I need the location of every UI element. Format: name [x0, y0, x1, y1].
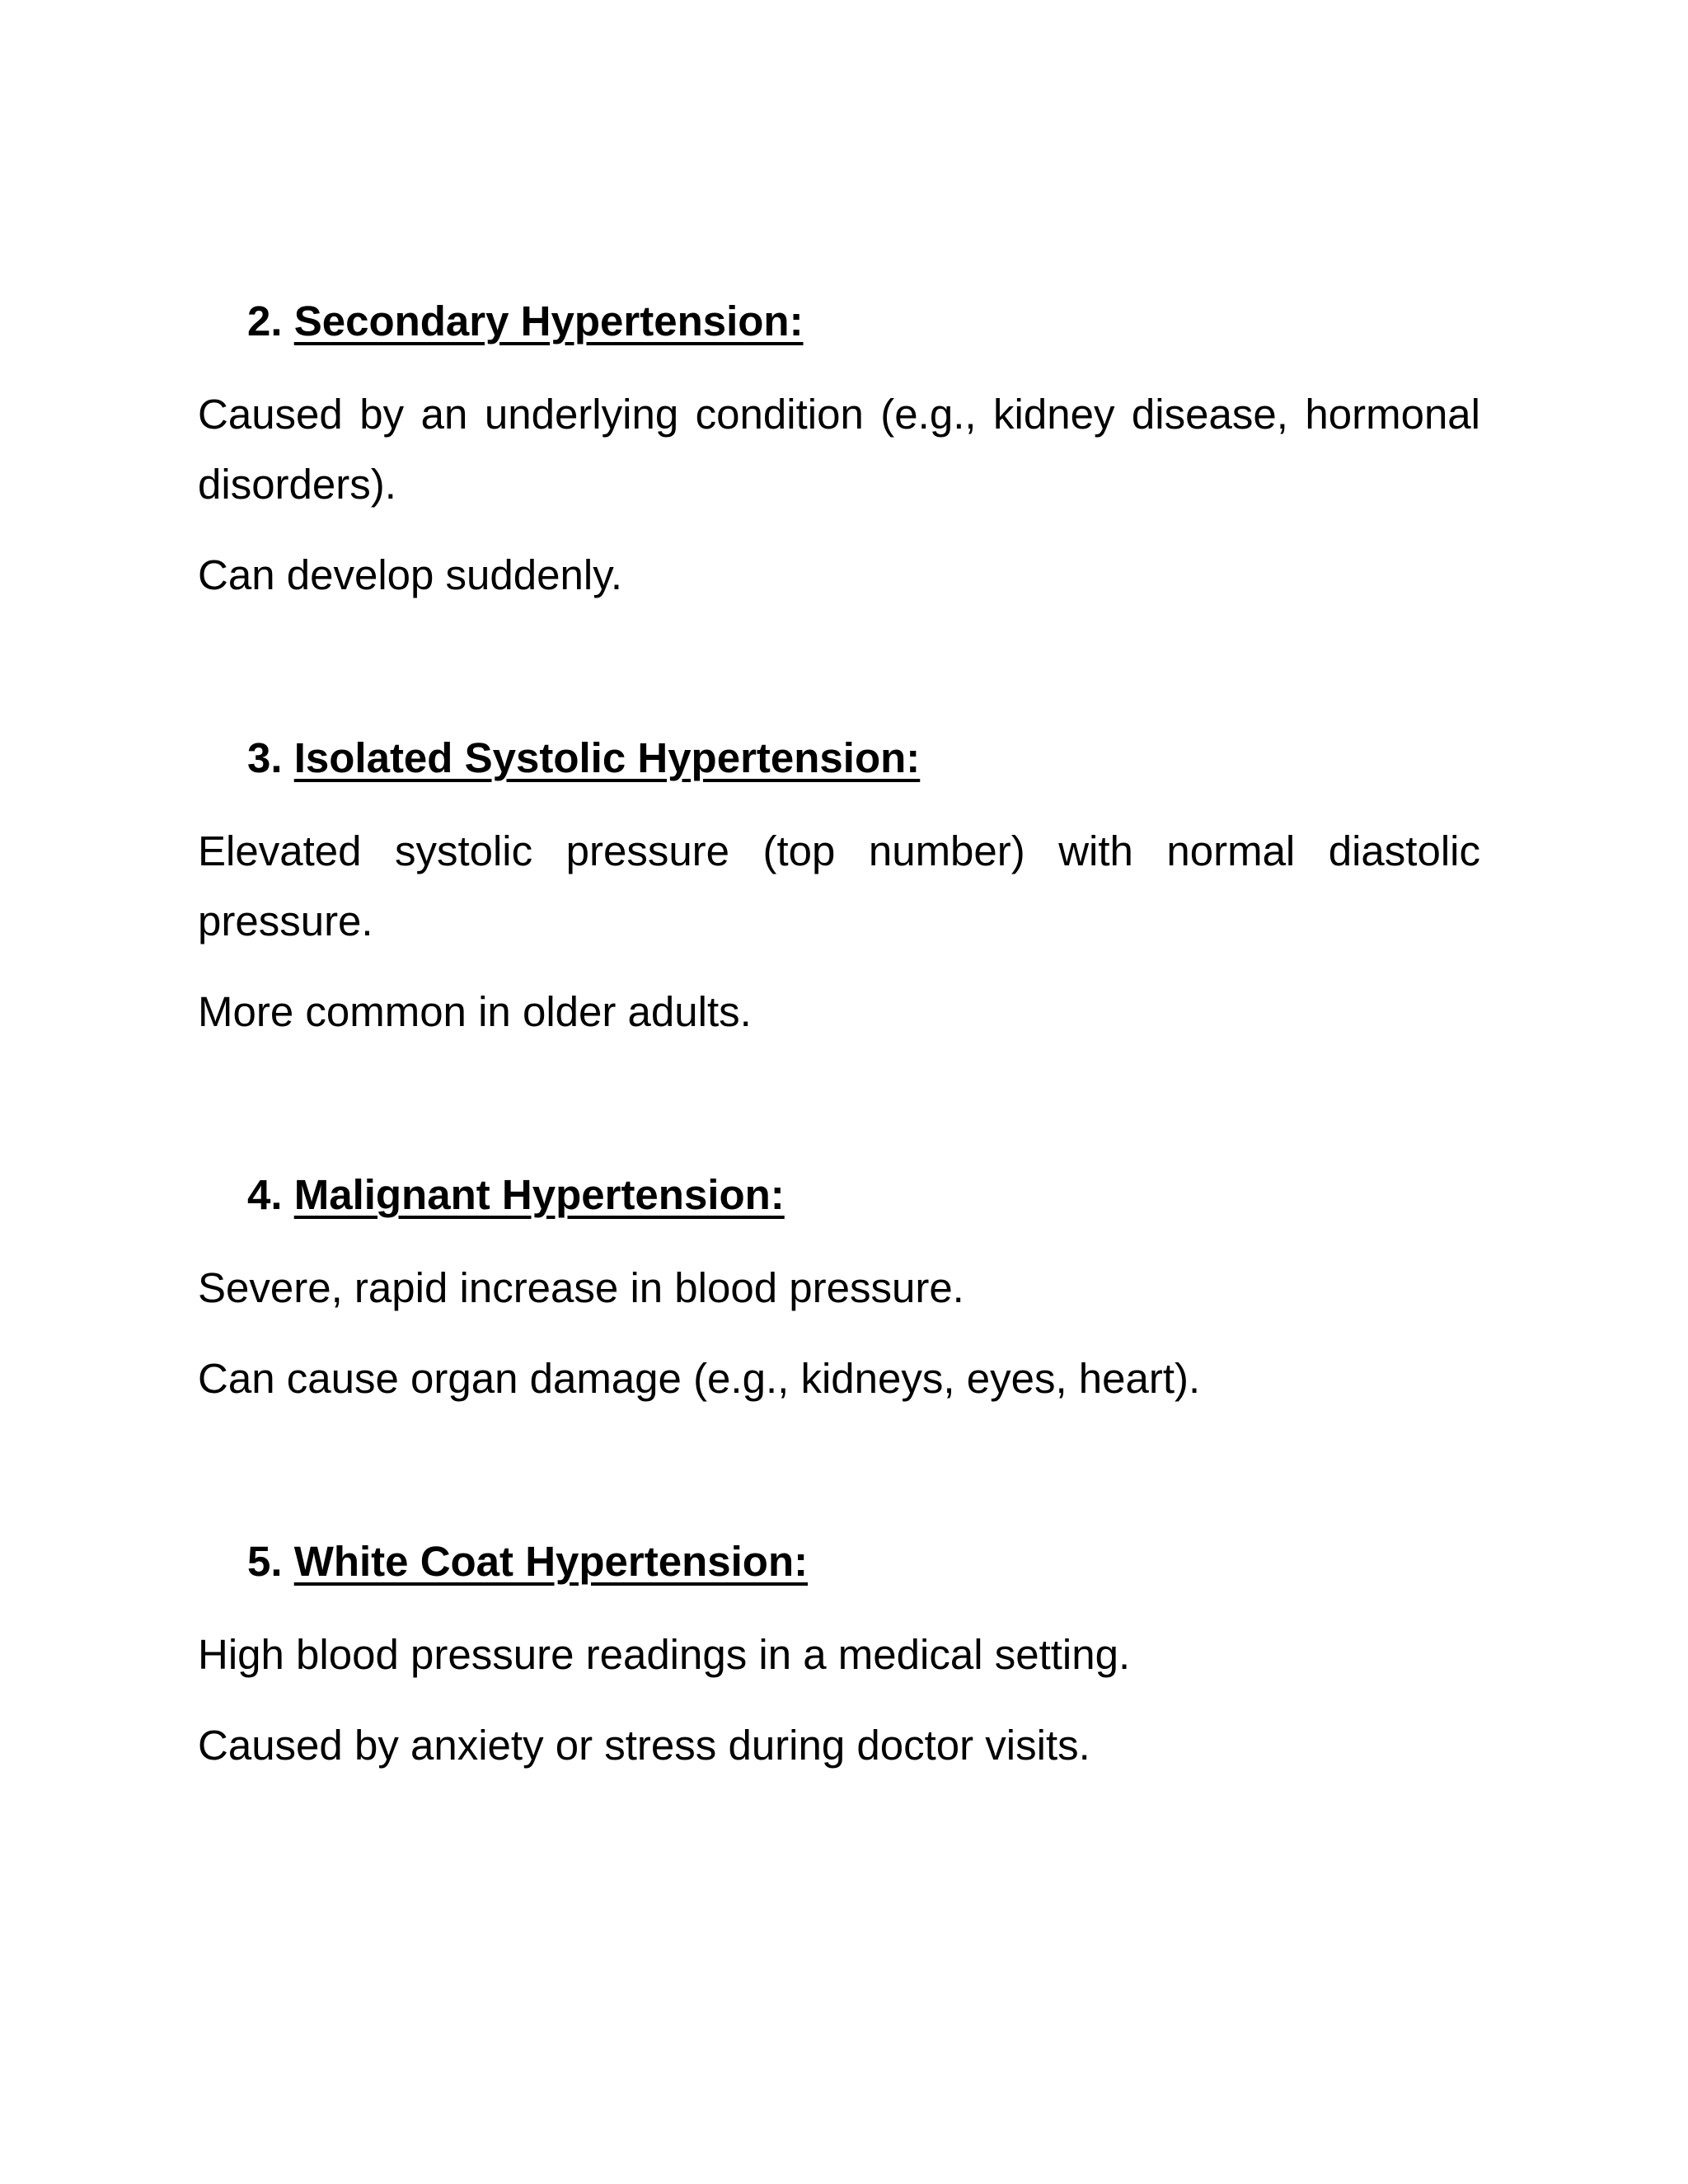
section-number: 3.: [247, 734, 283, 781]
body-text: Can cause organ damage (e.g., kidneys, eyes, heart).: [198, 1355, 1201, 1402]
body-text: Caused by anxiety or stress during doctor visits.: [198, 1722, 1090, 1769]
section-isolated-systolic-hypertension: [198, 733, 1480, 1047]
body-text: More common in older adults.: [198, 988, 752, 1035]
section-heading: [247, 1537, 1480, 1586]
section-title: Malignant Hypertension:: [293, 1171, 785, 1218]
body-text: Elevated systolic pressure (top number) with normal diastolic pressure.: [198, 827, 1480, 944]
section-secondary-hypertension: [198, 297, 1480, 610]
body-text: Can develop suddenly.: [198, 551, 623, 598]
section-title: Secondary Hypertension:: [293, 298, 804, 344]
section-number: 4.: [247, 1171, 283, 1218]
section-number: 2.: [247, 298, 283, 344]
section-heading: [247, 1170, 1480, 1220]
section-title: Isolated Systolic Hypertension:: [293, 734, 921, 781]
section-white-coat-hypertension: [198, 1537, 1480, 1780]
body-text: Caused by an underlying condition (e.g., kidney disease, hormonal disorders).: [198, 391, 1480, 508]
section-heading: [247, 733, 1480, 783]
body-text: High blood pressure readings in a medical setting.: [198, 1631, 1131, 1678]
section-number: 5.: [247, 1538, 283, 1585]
section-malignant-hypertension: [198, 1170, 1480, 1413]
section-title: White Coat Hypertension:: [293, 1538, 809, 1585]
body-text: Severe, rapid increase in blood pressure.: [198, 1264, 964, 1311]
section-heading: [247, 297, 1480, 346]
